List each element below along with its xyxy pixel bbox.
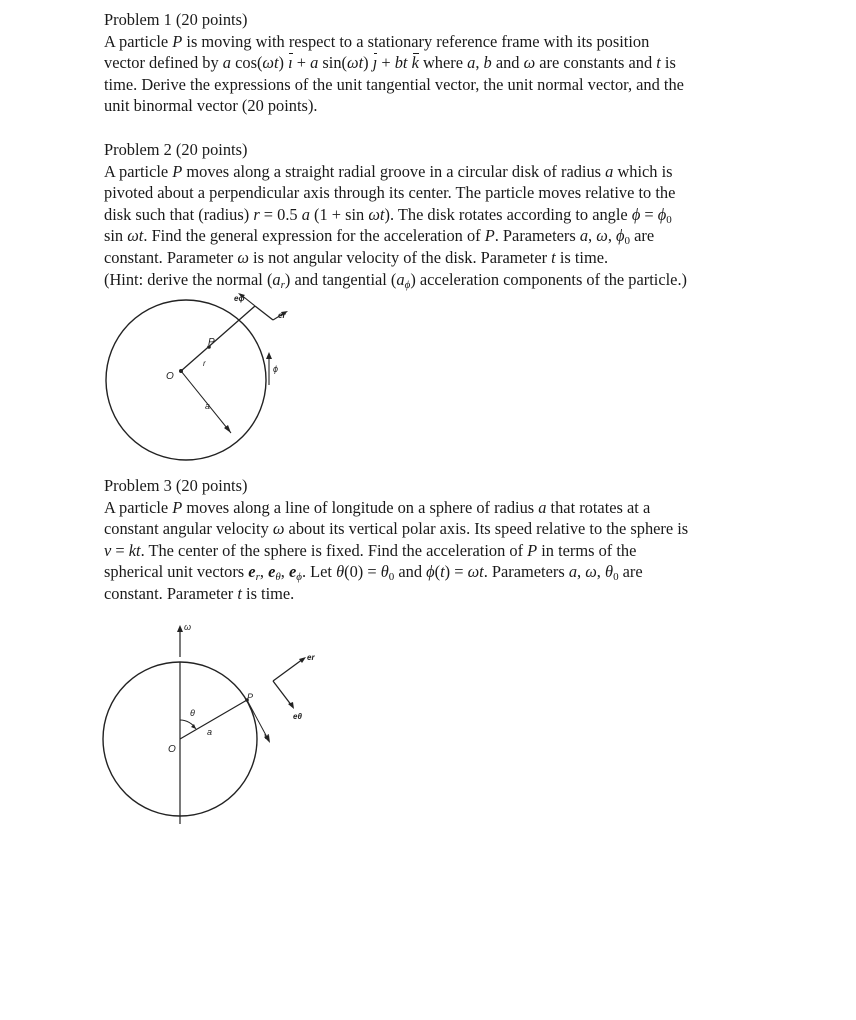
radius-line [180, 700, 247, 739]
problem-2-line-1: A particle P moves along a straight radial groove in a circular disk of radius a which is [104, 161, 673, 181]
problem-2 [104, 139, 776, 290]
label-o: O [166, 371, 174, 382]
problem-2-line-5: constant. Parameter ω is not angular velocity of the disk. Parameter t is time. [104, 247, 609, 267]
label-phi: ϕ [273, 364, 279, 374]
omega-arrowhead [177, 625, 183, 632]
groove-line [181, 306, 255, 371]
label-theta: θ [190, 708, 195, 718]
problem-3 [104, 475, 776, 605]
label-e-r: er [278, 311, 286, 320]
phi-arrowhead [266, 352, 272, 359]
disk-figure [95, 288, 305, 463]
problem-3-line-3: v = kt. The center of the sphere is fixed. Find the acceleration of P in terms of the [104, 540, 637, 560]
label-p: P [247, 692, 254, 702]
problem-1 [104, 9, 776, 117]
sphere-figure [95, 612, 335, 832]
center-dot [179, 369, 183, 373]
problem-3-line-2: constant angular velocity ω about its vertical polar axis. Its speed relative to the sphere is [104, 519, 689, 539]
label-a: a [207, 727, 213, 737]
label-e-phi: eϕ [234, 294, 245, 303]
problem-3-line-1: A particle P moves along a line of longitude on a sphere of radius a that rotates at a [104, 497, 651, 517]
problem-1-line-2: vector defined by a cos(ωt) ı + a sin(ωt) ȷ + bt k where a, b and ω are constants and t is [104, 53, 676, 73]
label-p: P [208, 337, 215, 348]
problem-1-line-1: A particle P is moving with respect to a stationary reference frame with its position [104, 31, 650, 51]
problem-2-line-2: pivoted about a perpendicular axis through its center. The particle moves relative to the [104, 183, 676, 203]
problem-2-heading: Problem 2 (20 points) [104, 140, 248, 159]
label-omega: ω [184, 622, 192, 632]
label-e-r: er [307, 653, 315, 662]
problem-2-line-4: sin ωt. Find the general expression for the acceleration of P. Parameters a, ω, $\phi_0$ are [104, 226, 655, 248]
label-v: v [264, 731, 269, 741]
problem-3-heading: Problem 3 (20 points) [104, 476, 248, 495]
problem-1-line-4: unit binormal vector (20 points). [104, 96, 318, 116]
label-a: a [205, 401, 211, 411]
problem-3-line-5: constant. Parameter t is time. [104, 583, 295, 603]
problem-3-line-4: spherical unit vectors $e_r$, $e_\theta$, $e_\phi$. Let $\theta(0) = \theta_0$ and ϕ(t) = ωt. Parameters a, ω, $\theta_0$ are [104, 562, 643, 584]
label-o: O [168, 744, 176, 755]
etheta-arrow-line [273, 681, 292, 706]
problem-1-heading: Problem 1 (20 points) [104, 10, 248, 29]
problem-2-hint: (Hint: derive the normal $(a_r)$ and tangential $(a_\phi)$ acceleration components of the particle.) [104, 269, 688, 291]
label-r: r [203, 359, 206, 368]
etheta-arrowhead [288, 702, 294, 709]
problem-2-line-3: disk such that (radius) r = 0.5 a (1 + sin ωt). The disk rotates according to angle $\phi = \phi_0$ [104, 204, 672, 226]
problem-1-line-3: time. Derive the expressions of the unit tangential vector, the unit normal vector, and the [104, 74, 684, 94]
theta-arrowhead [191, 724, 196, 729]
er-vector-line [255, 306, 273, 320]
er-arrow-line [273, 659, 303, 681]
disk-circle [106, 300, 266, 460]
er-arrowhead [299, 657, 306, 663]
label-e-theta: eθ [293, 712, 302, 721]
